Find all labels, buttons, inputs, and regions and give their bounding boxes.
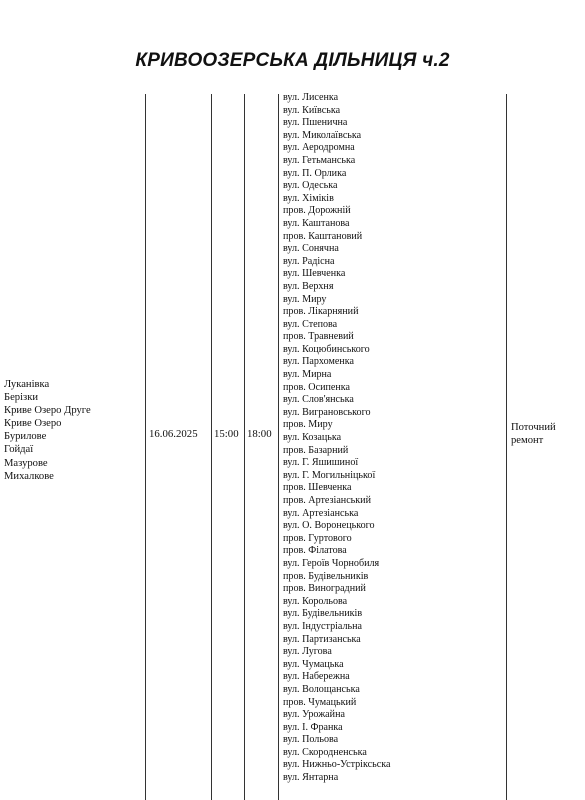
street-name: вул. Корольова — [283, 595, 348, 607]
street-name: вул. Коцюбинського — [283, 343, 370, 355]
street-name: вул. Верхня — [283, 280, 334, 292]
street-name: пров. Шевченка — [283, 482, 352, 494]
table-column-divider — [278, 94, 279, 800]
start-time-cell: 15:00 — [214, 428, 239, 440]
table-column-divider — [506, 94, 507, 800]
street-name: пров. Базарний — [283, 444, 349, 456]
page-title: КРИВООЗЕРСЬКА ДІЛЬНИЦЯ ч.2 — [135, 50, 450, 71]
street-name: вул. Пархоменка — [283, 356, 354, 368]
settlement-name: Берізки — [4, 392, 39, 404]
street-name: вул. Героїв Чорнобиля — [283, 557, 380, 569]
street-name: вул. Київська — [283, 104, 341, 116]
street-name: вул. О. Воронецького — [283, 520, 375, 532]
street-name: вул. Степова — [283, 318, 338, 330]
street-name: вул. Миколаївська — [283, 129, 362, 141]
street-name: вул. Індустріальна — [283, 620, 363, 632]
settlement-name: Криве Озеро Друге — [4, 405, 91, 417]
street-name: вул. Урожайна — [283, 709, 345, 721]
street-name: пров. Виноградний — [283, 583, 366, 595]
settlement-name: Мазурове — [4, 457, 48, 469]
table-column-divider — [244, 94, 245, 800]
street-name: вул. Будівельників — [283, 608, 363, 620]
street-name: вул. Партизанська — [283, 633, 361, 645]
street-name: пров. Філатова — [283, 545, 347, 557]
street-name: вул. Радісна — [283, 255, 335, 267]
street-name: вул. Нижньо-Устріксьска — [283, 759, 391, 771]
street-name: вул. Набережна — [283, 671, 350, 683]
street-name: пров. Осипенка — [283, 381, 350, 393]
settlement-name: Криве Озеро — [4, 418, 62, 430]
street-name: вул. Мирна — [283, 369, 332, 381]
street-name: вул. Г. Могильніцької — [283, 469, 376, 481]
settlement-name: Гойдаї — [4, 444, 34, 456]
street-name: вул. Польова — [283, 734, 339, 746]
street-name: вул. Скородненська — [283, 746, 367, 758]
street-name: пров. Лікарняний — [283, 306, 359, 318]
street-name: пров. Будівельників — [283, 570, 369, 582]
street-name: вул. Артезіанська — [283, 507, 359, 519]
street-name: вул. Шевченка — [283, 268, 346, 280]
street-name: вул. Хіміків — [283, 192, 334, 204]
street-name: пров. Миру — [283, 419, 333, 431]
street-name: вул. Лугова — [283, 646, 332, 658]
street-name: вул. Виграновського — [283, 406, 371, 418]
table-column-divider — [211, 94, 212, 800]
end-time-cell: 18:00 — [247, 428, 272, 440]
streets-cell — [283, 92, 390, 785]
street-name: пров. Артезіанський — [283, 495, 371, 506]
street-name: пров. Дорожній — [283, 205, 351, 217]
street-name: вул. І. Франка — [283, 721, 343, 733]
street-name: вул. Слов'янська — [283, 394, 354, 406]
street-name: вул. Сонячна — [283, 243, 339, 255]
street-name: вул. Каштанова — [283, 217, 350, 229]
street-name: вул. Г. Яшишиної — [283, 457, 359, 469]
settlements-cell — [4, 378, 91, 483]
table-column-divider — [145, 94, 146, 800]
street-name: вул. П. Орлика — [283, 167, 347, 179]
street-name: вул. Волощанська — [283, 683, 360, 695]
date-cell: 16.06.2025 — [149, 428, 198, 440]
work-type-cell — [511, 422, 556, 447]
street-name: вул. Козацька — [283, 432, 342, 444]
street-name: пров. Чумацький — [283, 696, 357, 708]
street-name: вул. Пшенична — [283, 117, 348, 129]
street-name: вул. Аеродромна — [283, 142, 355, 154]
settlement-name: Луканівка — [4, 379, 50, 390]
work-type-line: Поточний — [511, 422, 556, 433]
street-name: вул. Гетьманська — [283, 154, 356, 166]
settlement-name: Михалкове — [4, 470, 54, 482]
street-name: вул. Миру — [283, 293, 327, 305]
street-name: вул. Одеська — [283, 180, 338, 192]
street-name: пров. Гуртового — [283, 532, 352, 544]
street-name: вул. Чумацька — [283, 658, 344, 670]
street-name: вул. Янтарна — [283, 772, 339, 784]
street-name: вул. Лисенка — [283, 92, 339, 103]
street-name: пров. Каштановий — [283, 230, 363, 242]
work-type-line: ремонт — [511, 434, 544, 446]
settlement-name: Бурилове — [4, 431, 47, 443]
street-name: пров. Травневий — [283, 331, 354, 343]
